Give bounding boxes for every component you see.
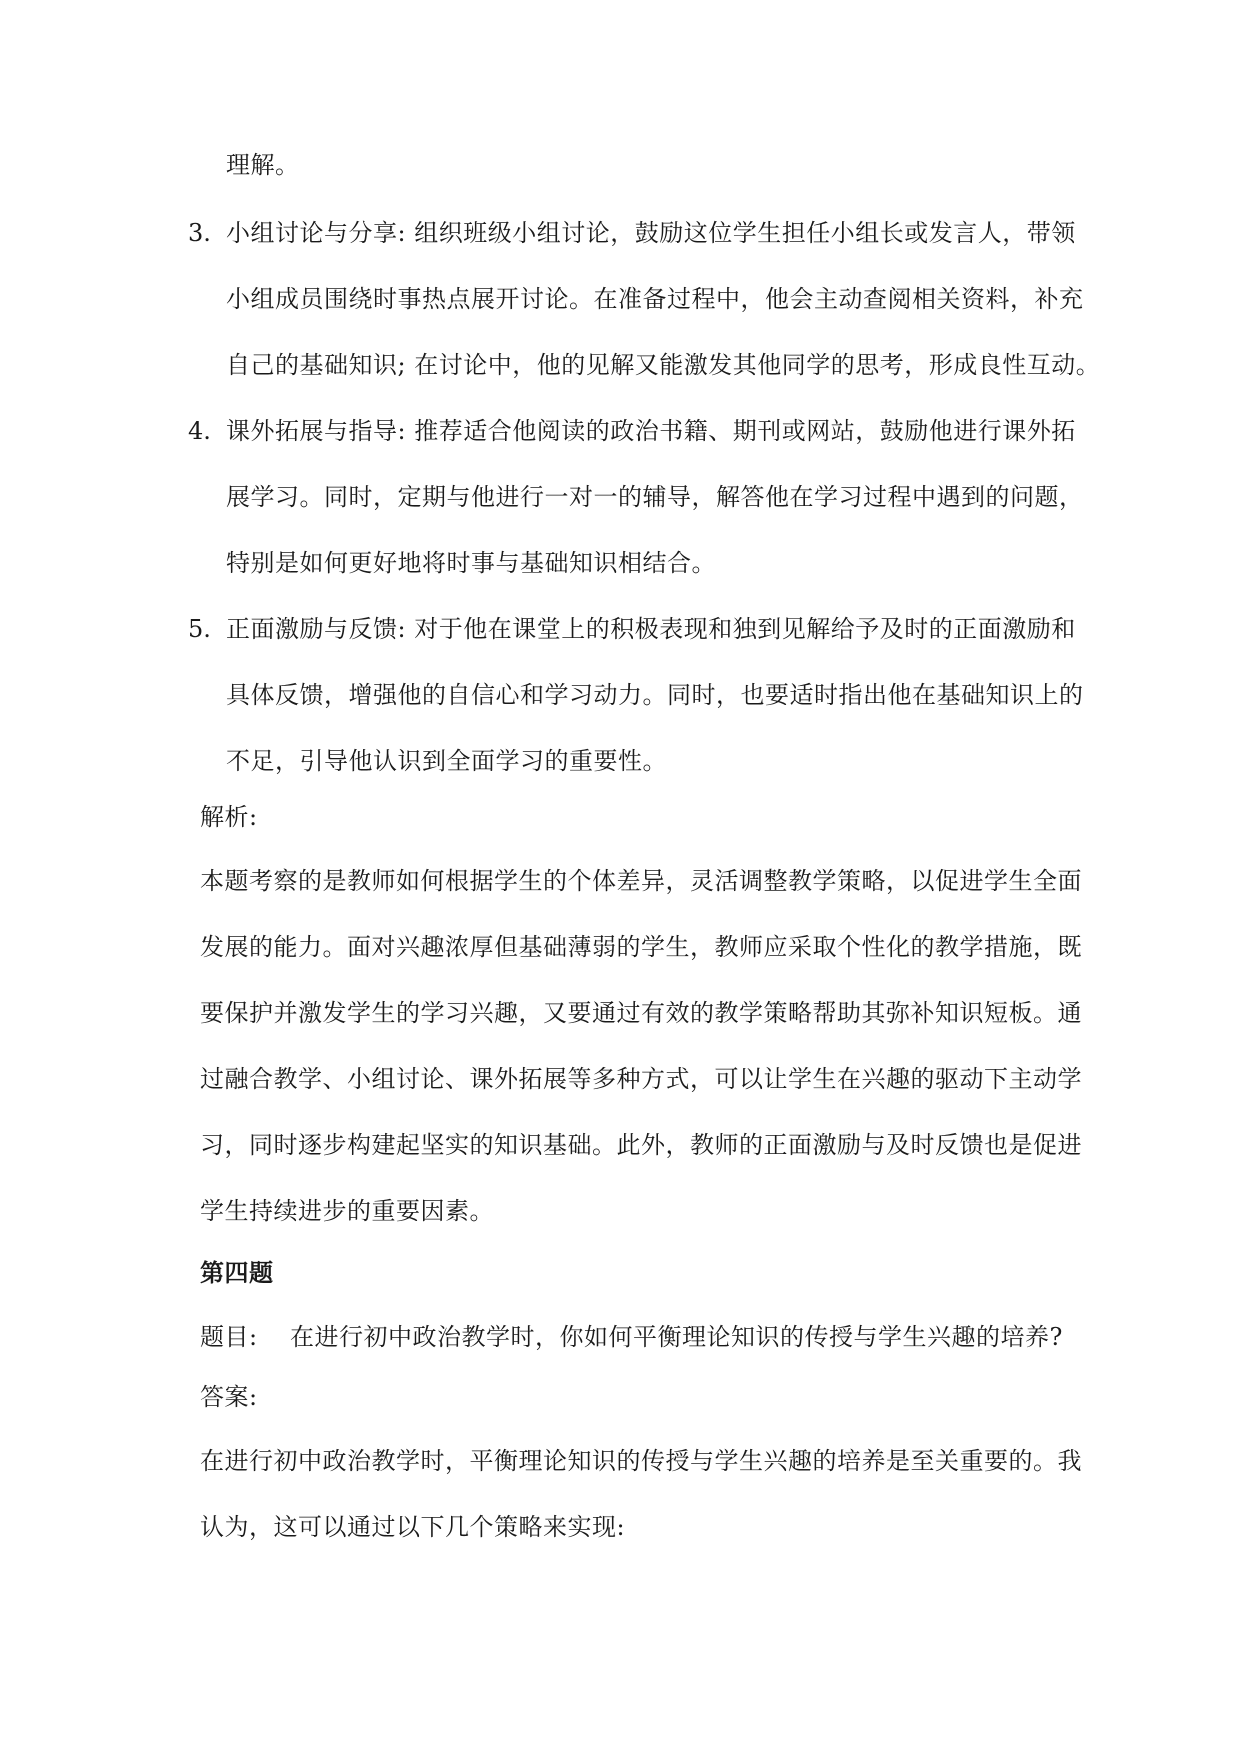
list-item-line: 小组讨论与分享: 组织班级小组讨论，鼓励这位学生担任小组长或发言人，带领	[226, 219, 1076, 247]
list-item-line: 小组成员围绕时事热点展开讨论。在准备过程中，他会主动查阅相关资料，补充	[226, 285, 1084, 313]
analysis-line: 发展的能力。面对兴趣浓厚但基础薄弱的学生，教师应采取个性化的教学措施，既	[200, 933, 1082, 961]
continuation-text: 理解。	[226, 151, 300, 179]
analysis-line: 习，同时逐步构建起坚实的知识基础。此外，教师的正面激励与及时反馈也是促进	[200, 1131, 1082, 1159]
question-text: 在进行初中政治教学时，你如何平衡理论知识的传授与学生兴趣的培养?	[290, 1323, 1063, 1351]
list-item-number: 4.	[188, 417, 211, 445]
analysis-line: 要保护并激发学生的学习兴趣，又要通过有效的教学策略帮助其弥补知识短板。通	[200, 999, 1082, 1027]
list-item-line: 具体反馈，增强他的自信心和学习动力。同时，也要适时指出他在基础知识上的	[226, 681, 1084, 709]
list-item-line: 不足，引导他认识到全面学习的重要性。	[226, 747, 667, 775]
list-item-line: 正面激励与反馈: 对于他在课堂上的积极表现和独到见解给予及时的正面激励和	[226, 615, 1076, 643]
analysis-line: 本题考察的是教师如何根据学生的个体差异，灵活调整教学策略，以促进学生全面	[200, 867, 1082, 895]
list-item-line: 自己的基础知识; 在讨论中，他的见解又能激发其他同学的思考，形成良性互动。	[226, 351, 1101, 379]
analysis-line: 过融合教学、小组讨论、课外拓展等多种方式，可以让学生在兴趣的驱动下主动学	[200, 1065, 1082, 1093]
list-item-number: 3.	[188, 219, 211, 247]
analysis-label: 解析:	[200, 803, 258, 831]
list-item-line: 特别是如何更好地将时事与基础知识相结合。	[226, 549, 716, 577]
list-item-number: 5.	[188, 615, 211, 643]
section-title: 第四题	[200, 1258, 274, 1287]
question-label: 题目:	[200, 1323, 258, 1351]
list-item-line: 展学习。同时，定期与他进行一对一的辅导，解答他在学习过程中遇到的问题，	[226, 483, 1084, 511]
answer-line: 认为，这可以通过以下几个策略来实现:	[200, 1513, 626, 1541]
list-item-line: 课外拓展与指导: 推荐适合他阅读的政治书籍、期刊或网站，鼓励他进行课外拓	[226, 417, 1076, 445]
answer-line: 在进行初中政治教学时，平衡理论知识的传授与学生兴趣的培养是至关重要的。我	[200, 1447, 1082, 1475]
analysis-line: 学生持续进步的重要因素。	[200, 1197, 494, 1225]
answer-label: 答案:	[200, 1383, 258, 1411]
